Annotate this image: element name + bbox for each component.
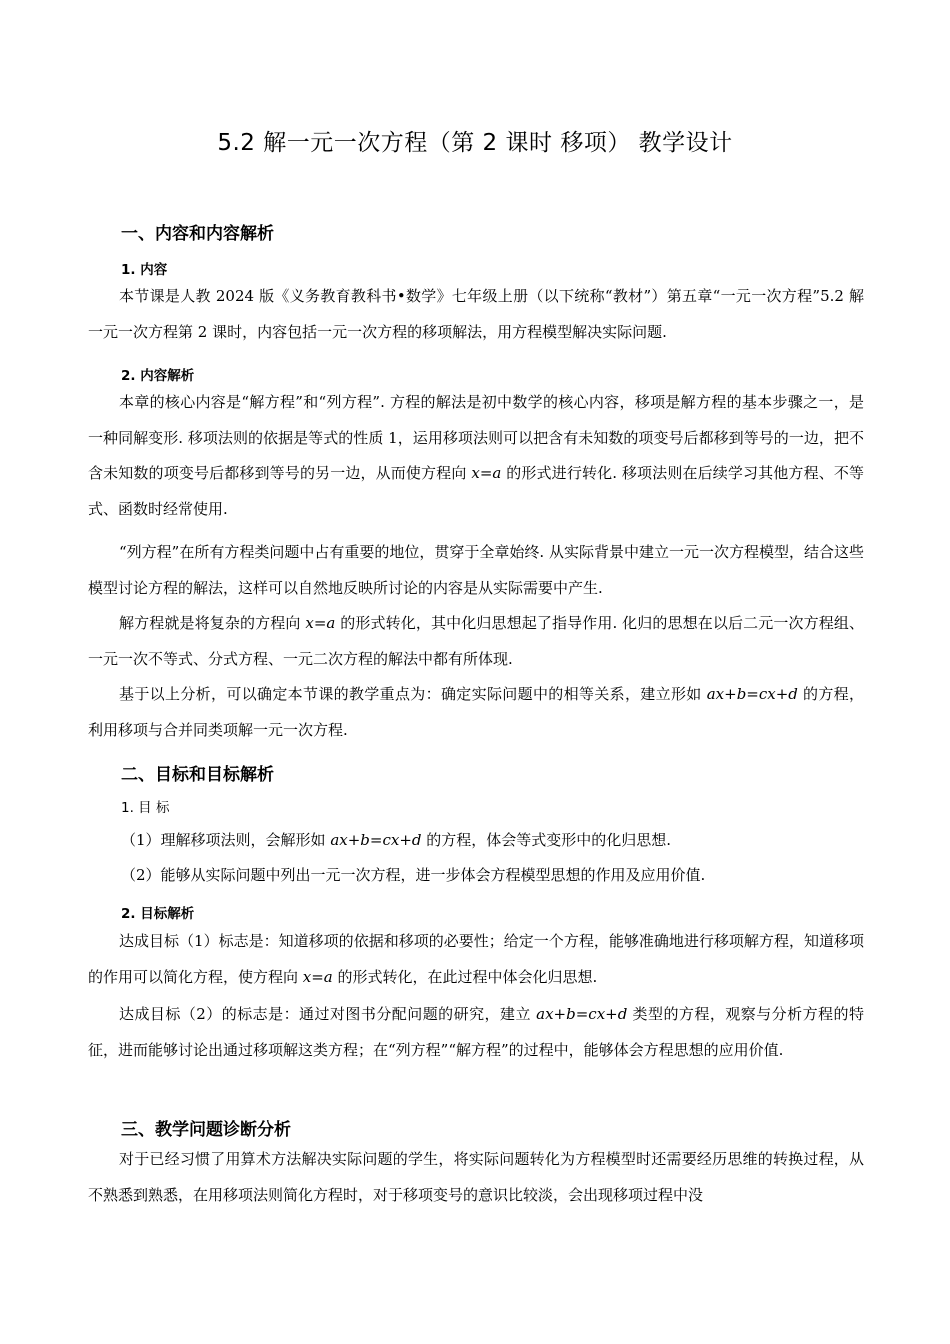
section-2-heading: 二、目标和目标解析 [121,765,274,785]
section-1-paragraph-3: “列方程”在所有方程类问题中占有重要的地位，贯穿于全章始终. 从实际背景中建立一元一次方程模型，结合这些模型讨论方程的解法，这样可以自然地反映所讨论的内容是从实际需要中产生. [88,543,864,597]
math-x-equals-a: x=a [302,967,333,986]
section-3-heading: 三、教学问题诊断分析 [121,1120,291,1140]
section-2-sub-2: 2. 目标解析 [121,906,195,922]
section-1-paragraph-5: 基于以上分析，可以确定本节课的教学重点为：确定实际问题中的相等关系，建立形如 ax+b=cx+d 的方程，利用移项与合并同类项解一元一次方程. [88,685,864,739]
math-x-equals-a: x=a [471,464,502,482]
math-x-equals-a: x=a [305,614,336,632]
section-1-sub-1: 1. 内容 [121,262,168,278]
section-1-paragraph-4: 解方程就是将复杂的方程向 x=a 的形式转化，其中化归思想起了指导作用. 化归的思想在以后二元一次方程组、一元一次不等式、分式方程、一元二次方程的解法中都有所体现. [88,614,864,668]
math-linear-equation: ax+b=cx+d [536,1005,628,1023]
document-title: 5.2 解一元一次方程（第 2 课时 移项） 教学设计 [217,130,733,156]
goal-1: （1）理解移项法则，会解形如 ax+b=cx+d 的方程，体会等式变形中的化归思想. [121,831,672,849]
section-1-paragraph-2: 本章的核心内容是“解方程”和“列方程”. 方程的解法是初中数学的核心内容，移项是解方程的基本步骤之一，是一种同解变形. 移项法则的依据是等式的性质 1，运用移项法则可以把含有未知数的项变号后都移到等号的一边，把不含未知数的项变号后都移到等号的另一边，从而使方程向 x=a 的形式进行转化. 移项法则在后续学习其他方程、不等式、函数时经常使用. [88,393,864,518]
math-linear-equation: ax+b=cx+d [706,685,798,703]
section-1-sub-2: 2. 内容解析 [121,368,195,384]
section-2-sub-1: 1. 目 标 [121,800,170,816]
section-1-paragraph-1: 本节课是人教 2024 版《义务教育教科书•数学》七年级上册（以下统称“教材”）第五章“一元一次方程”5.2 解一元一次方程第 2 课时，内容包括一元一次方程的移项解法，用方程模型解决实际问题. [88,287,864,341]
section-2-paragraph-2: 达成目标（2）的标志是：通过对图书分配问题的研究，建立 ax+b=cx+d 类型的方程，观察与分析方程的特征，进而能够讨论出通过移项解这类方程；在“列方程”“解方程”的过程中，能够体会方程思想的应用价值. [88,1005,864,1059]
section-2-paragraph-1: 达成目标（1）标志是：知道移项的依据和移项的必要性；给定一个方程，能够准确地进行移项解方程，知道移项的作用可以简化方程，使方程向 x=a 的形式转化，在此过程中体会化归思想. [88,932,864,986]
section-1-heading: 一、内容和内容解析 [121,224,274,244]
math-linear-equation: ax+b=cx+d [330,831,422,849]
section-3-paragraph-1: 对于已经习惯了用算术方法解决实际问题的学生，将实际问题转化为方程模型时还需要经历思维的转换过程，从不熟悉到熟悉，在用移项法则简化方程时，对于移项变号的意识比较淡，会出现移项过程中没 [88,1150,864,1204]
goal-2: （2）能够从实际问题中列出一元一次方程，进一步体会方程模型思想的作用及应用价值. [121,866,706,884]
